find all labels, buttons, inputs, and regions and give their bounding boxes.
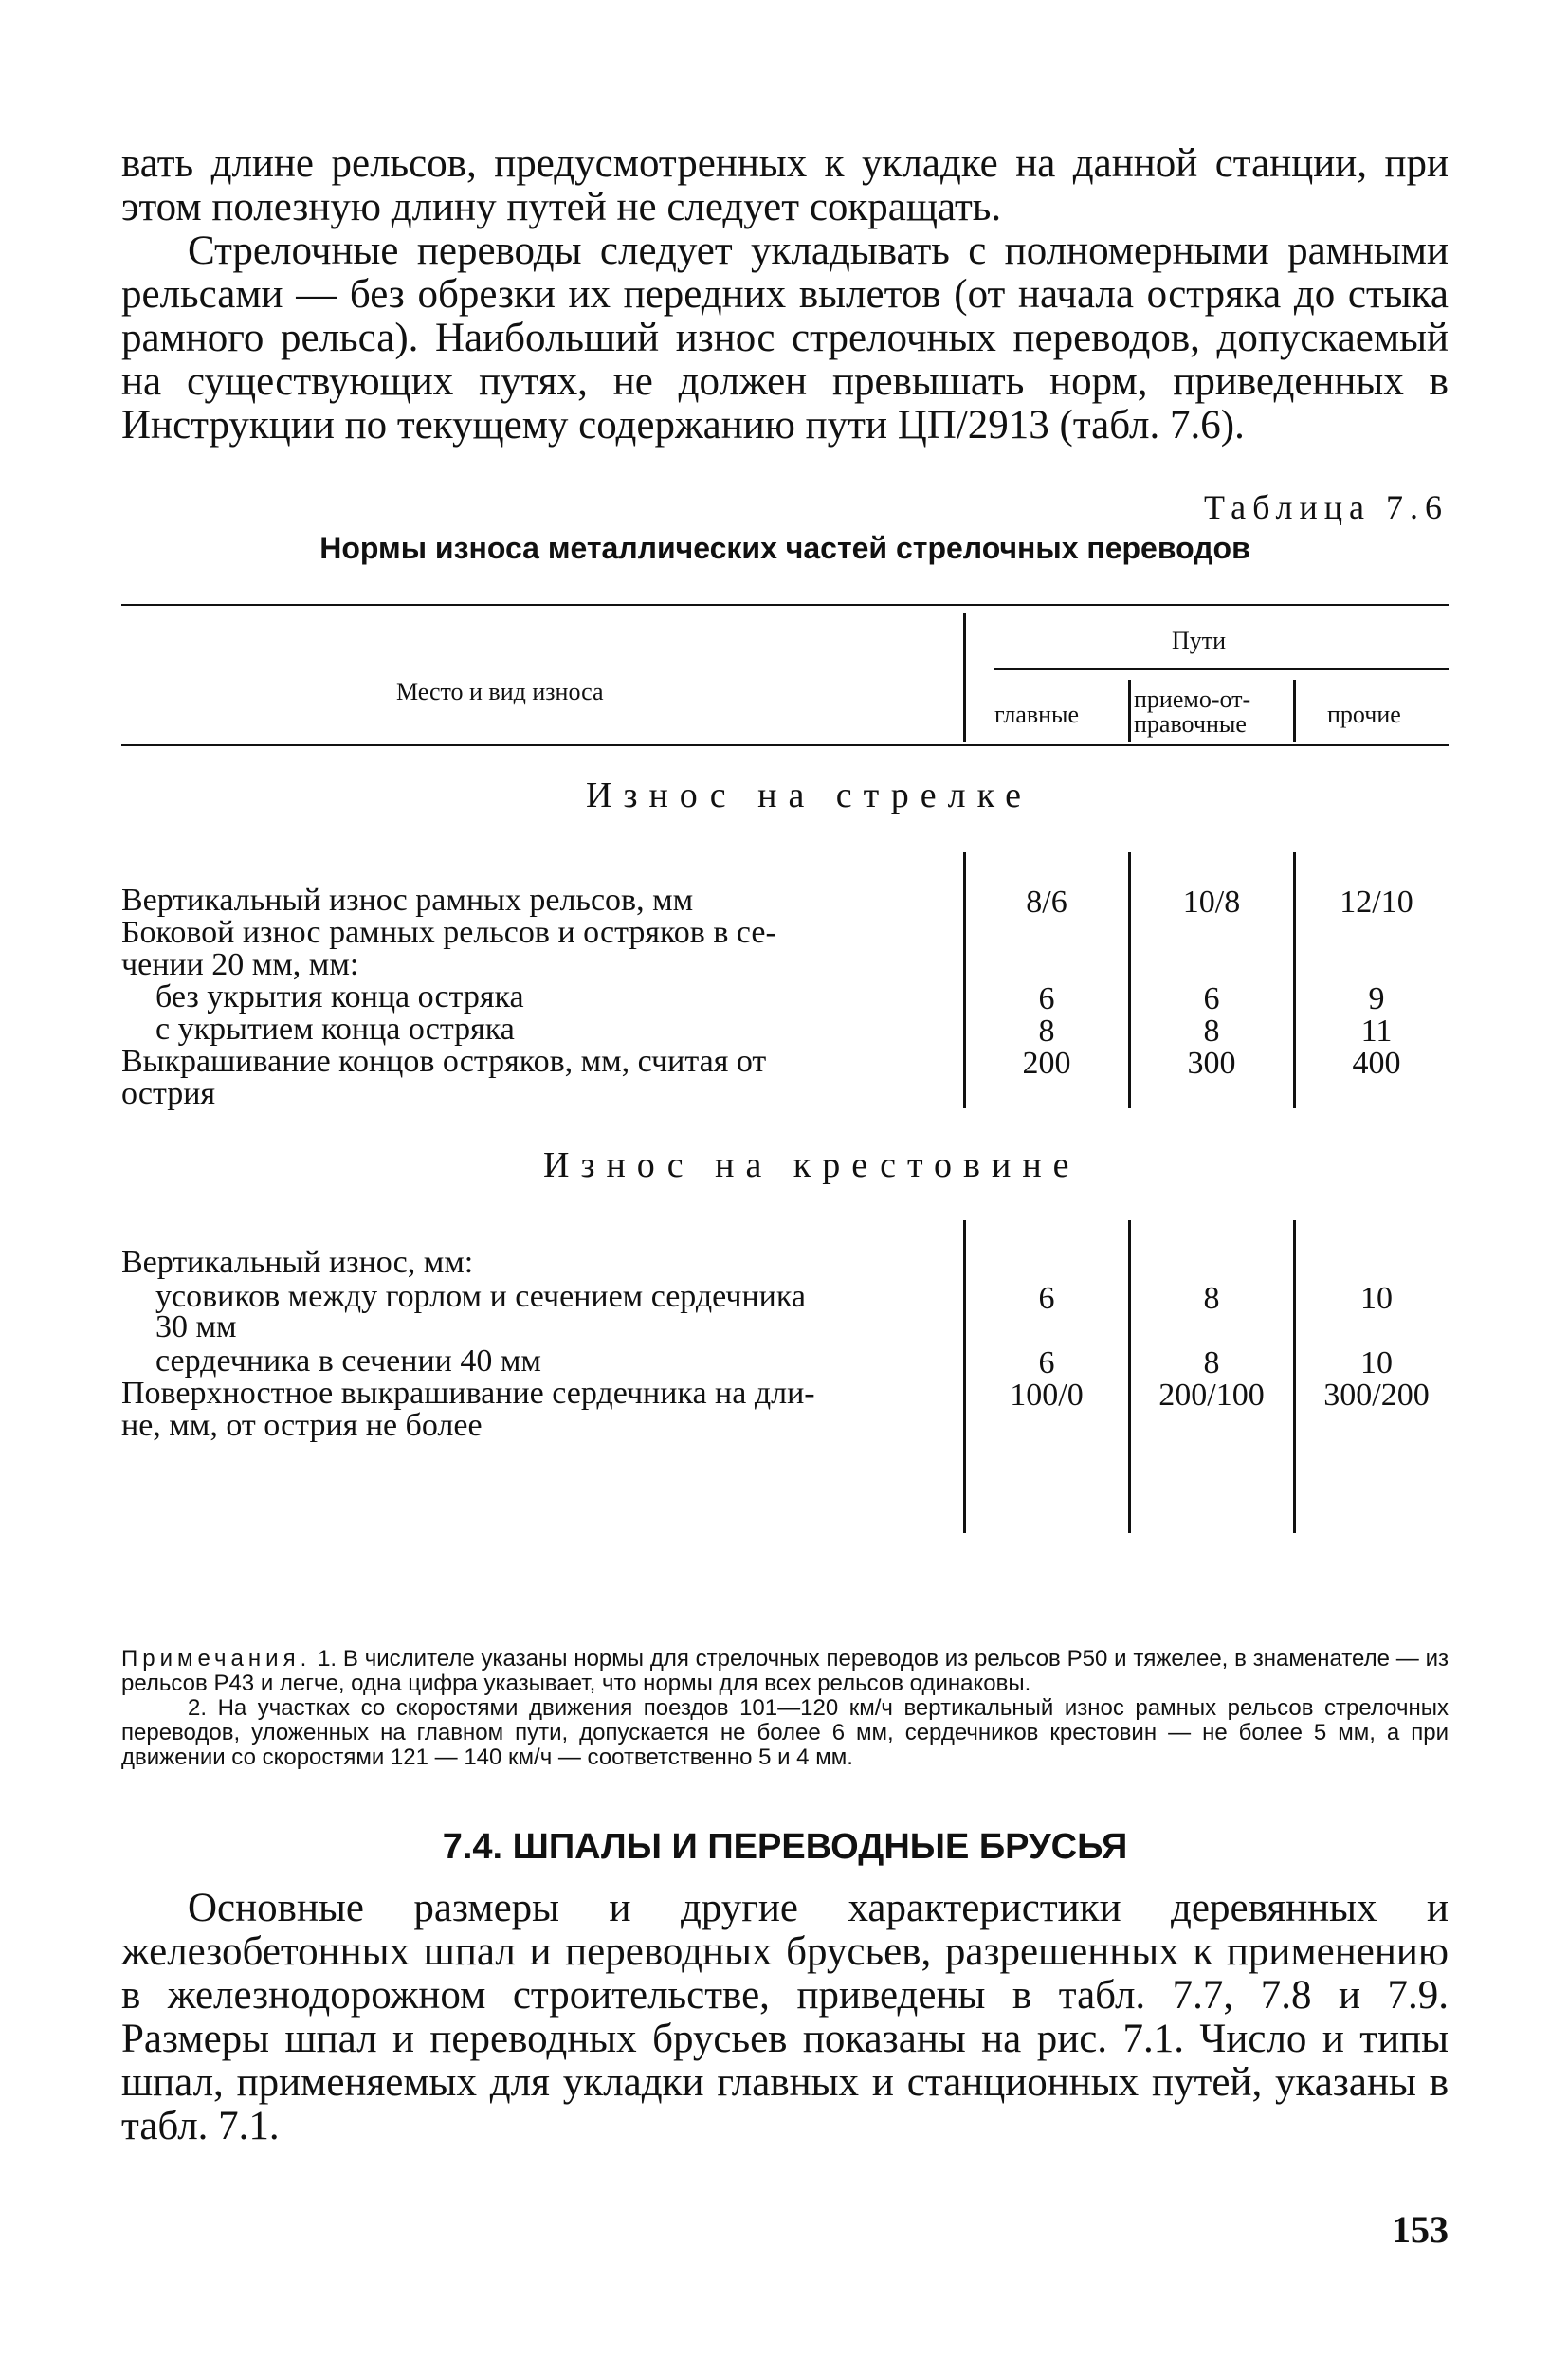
cell-other: 9 [1368, 981, 1385, 1016]
table-title: Нормы износа металлических частей стрелочных переводов [319, 531, 1250, 565]
row-label: усовиков между горлом и сечением сердечника [155, 1279, 806, 1314]
cell-other: 400 [1352, 1046, 1401, 1081]
cell-main: 6 [1038, 981, 1055, 1016]
table-caption: Таблица 7.6 [1204, 488, 1449, 526]
body-divider-1a [963, 852, 966, 1108]
notes-lead: Примечания. [121, 1646, 312, 1672]
cell-receiving: 300 [1187, 1046, 1236, 1081]
section-paragraph: Основные размеры и другие характеристики деревянных и железобетонных шпал и переводных брусьев, разрешенных к применению в железнодорожном строительстве, приведены в табл. 7.7, 7.8 и 7.9. Размеры шпал и переводных брусьев показаны на рис. 7.1. Число и типы шпал, применяемых для укладки главных и станционных путей, указаны в табл. 7.1. [121, 1886, 1449, 2148]
cell-main: 8/6 [1026, 885, 1067, 920]
section-heading: 7.4. ШПАЛЫ И ПЕРЕВОДНЫЕ БРУСЬЯ [442, 1827, 1128, 1867]
row-label: с укрытием конца остряка [155, 1012, 515, 1047]
cell-main: 6 [1038, 1345, 1055, 1380]
row-label: без укрытия конца остряка [155, 979, 524, 1014]
wear-norms-table [121, 594, 1449, 1628]
section-switch-title: Износ на стрелке [586, 776, 1032, 815]
body-divider-2b [1128, 1220, 1131, 1533]
row-label: Вертикальный износ, мм: [121, 1245, 474, 1280]
cell-other: 10 [1360, 1281, 1393, 1316]
header-main: главные [994, 701, 1080, 728]
page-number: 153 [1392, 2208, 1449, 2251]
body-divider-1b [963, 1220, 966, 1533]
note-2: 2. На участках со скоростями движения поездов 101—120 км/ч вертикальный износ рамных рельсов стрелочных переводов, уложенных на главном пути, допускается не более 6 мм, сердечников крестовин — не более 5 мм, а при движении со скоростями 121 — 140 км/ч — соответственно 5 и 4 мм. [121, 1695, 1449, 1770]
row-label: Боковой износ рамных рельсов и остряков в се- [121, 915, 776, 950]
header-divider-2 [1128, 680, 1131, 742]
row-label: Выкрашивание концов остряков, мм, считая от [121, 1044, 767, 1079]
header-group: Пути [1172, 627, 1227, 654]
cell-main: 100/0 [1010, 1378, 1084, 1413]
cell-receiving: 200/100 [1158, 1378, 1265, 1413]
body-divider-3a [1293, 852, 1296, 1108]
cell-receiving: 8 [1203, 1014, 1220, 1049]
header-receiving-2: правочные [1134, 710, 1247, 738]
cell-receiving: 8 [1203, 1281, 1220, 1316]
row-label: 30 мм [155, 1309, 237, 1344]
group-header-rule [994, 668, 1449, 670]
note-1-text: 1. В числителе указаны нормы для стрелочных переводов из рельсов Р50 и тяжелее, в знаменателе — из рельсов Р43 и легче, одна цифра указывает, что нормы для всех рельсов одинаковы. [121, 1646, 1449, 1696]
cell-main: 6 [1038, 1281, 1055, 1316]
header-divider-3 [1293, 680, 1296, 742]
header-receiving-1: приемо-от- [1134, 685, 1251, 713]
cell-receiving: 8 [1203, 1345, 1220, 1380]
cell-receiving: 6 [1203, 981, 1220, 1016]
cell-other: 12/10 [1340, 885, 1413, 920]
section-frog-title: Износ на крестовине [543, 1145, 1081, 1185]
row-label: Поверхностное выкрашивание сердечника на дли- [121, 1376, 815, 1411]
row-label: сердечника в сечении 40 мм [155, 1343, 541, 1379]
body-divider-3b [1293, 1220, 1296, 1533]
cell-main: 200 [1022, 1046, 1071, 1081]
row-label: чении 20 мм, мм: [121, 947, 359, 982]
intro-paragraph-2: Стрелочные переводы следует укладывать с полномерными рамными рельсами — без обрезки их передних вылетов (от начала остряка до стыка рамного рельса). Наибольший износ стрелочных переводов, допускаемый на существующих путях, не должен превышать норм, приведенных в Инструкции по текущему содержанию пути ЦП/2913 (табл. 7.6). [121, 228, 1449, 448]
header-bottom-rule [121, 744, 1449, 746]
cell-other: 11 [1360, 1014, 1393, 1049]
cell-other: 300/200 [1323, 1378, 1430, 1413]
page-content [121, 142, 1449, 2148]
table-notes [121, 1647, 1449, 1770]
header-divider-1 [963, 613, 966, 742]
header-place: Место и вид износа [396, 678, 604, 705]
intro-paragraph-1: вать длине рельсов, предусмотренных к укладке на данной станции, при этом полезную длину путей не следует сокращать. [121, 141, 1449, 229]
body-divider-2a [1128, 852, 1131, 1108]
header-other: прочие [1327, 701, 1401, 728]
note-1 [121, 1647, 1449, 1696]
row-label: Вертикальный износ рамных рельсов, мм [121, 883, 694, 918]
cell-main: 8 [1038, 1014, 1055, 1049]
cell-receiving: 10/8 [1182, 885, 1241, 920]
table-top-rule [121, 604, 1449, 606]
row-label: не, мм, от острия не более [121, 1408, 483, 1443]
cell-other: 10 [1360, 1345, 1393, 1380]
row-label: острия [121, 1076, 216, 1111]
